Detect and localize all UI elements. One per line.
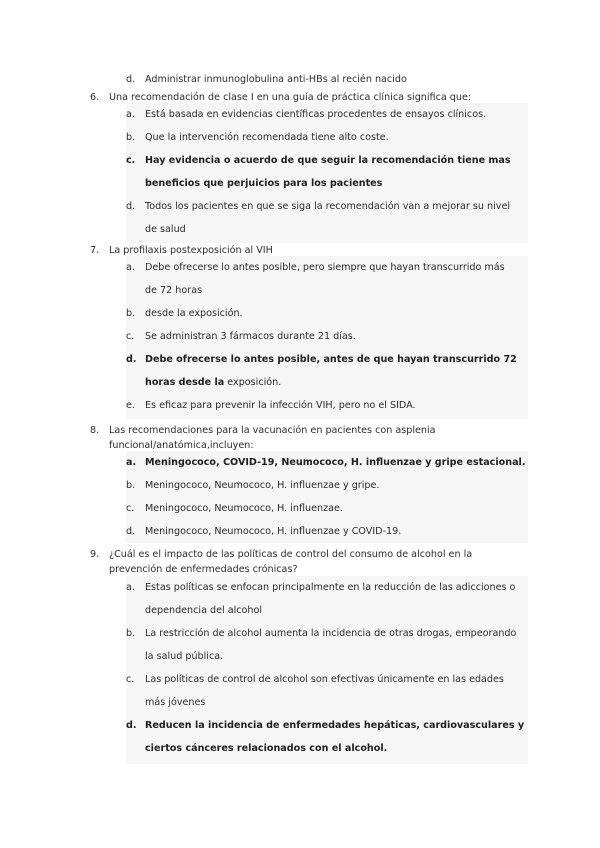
question-7-options — [126, 256, 528, 419]
option-text: Debe ofrecerse lo antes posible, pero siempre que hayan transcurrido más — [145, 262, 505, 273]
option-letter: e. — [126, 400, 135, 411]
option-text: Todos los pacientes en que se siga la recomendación van a mejorar su nivel — [145, 201, 511, 212]
option-text: Está basada en evidencias científicas procedentes de ensayos clínicos. — [145, 109, 487, 120]
option-text: la salud pública. — [145, 651, 224, 662]
question-text-line1: ¿Cuál es el impacto de las políticas de control del consumo de alcohol en la — [109, 549, 473, 560]
option-text: Debe ofrecerse lo antes posible, antes de que hayan transcurrido 72 — [145, 354, 517, 365]
option-text: ciertos cánceres relacionados con el alcohol. — [145, 743, 388, 754]
question-8-options — [126, 451, 528, 543]
option-letter: d. — [126, 74, 136, 85]
option-text: Meningococo, Neumococo, H. influenzae y gripe. — [145, 480, 380, 491]
option-letter: c. — [126, 503, 135, 514]
option-text: Hay evidencia o acuerdo de que seguir la recomendación tiene mas — [145, 155, 511, 166]
option-text: Meningococo, COVID-19, Neumococo, H. influenzae y gripe estacional. — [145, 457, 526, 468]
option-letter: a. — [126, 582, 135, 593]
option-letter: d. — [126, 720, 137, 731]
option-letter: a. — [126, 109, 135, 120]
question-6-options — [126, 103, 528, 243]
option-text: dependencia del alcohol — [145, 605, 263, 616]
option-letter: a. — [126, 262, 135, 273]
option-letter: b. — [126, 308, 136, 319]
option-text: Que la intervención recomendada tiene alto coste. — [145, 132, 389, 143]
option-text: Las políticas de control de alcohol son efectivas únicamente en las edades — [145, 674, 504, 685]
question-text-line2: funcional/anatómica,incluyen: — [109, 440, 254, 451]
option-letter: d. — [126, 526, 136, 537]
option-letter: b. — [126, 480, 136, 491]
question-text: La profilaxis postexposición al VIH — [109, 245, 273, 256]
question-text-line2: prevención de enfermedades crónicas? — [109, 564, 298, 575]
option-letter: a. — [126, 457, 137, 468]
option-letter: c. — [126, 674, 135, 685]
option-letter: b. — [126, 628, 136, 639]
option-text: Administrar inmunoglobulina anti-HBs al recién nacido — [145, 74, 407, 85]
option-text: Es eficaz para prevenir la infección VIH, pero no el SIDA. — [145, 400, 416, 411]
option-text: Meningococo, Neumococo, H. influenzae y COVID-19. — [145, 526, 402, 537]
question-number: 6. — [90, 92, 100, 103]
question-text-line1: Las recomendaciones para la vacunación en pacientes con asplenia — [109, 425, 436, 436]
option-letter: c. — [126, 155, 136, 166]
option-text — [145, 371, 528, 394]
option-text: Se administran 3 fármacos durante 21 días. — [145, 331, 356, 342]
question-number: 7. — [90, 245, 100, 256]
option-letter: d. — [126, 354, 137, 365]
option-text: La restricción de alcohol aumenta la incidencia de otras drogas, empeorando — [145, 628, 517, 639]
option-letter: d. — [126, 201, 136, 212]
option-text-bold: horas desde la — [145, 377, 225, 388]
option-text: desde la exposición. — [145, 308, 243, 319]
option-text: más jóvenes — [145, 697, 206, 708]
option-text: Estas políticas se enfocan principalmente en la reducción de las adicciones o — [145, 582, 516, 593]
option-text: beneficios que perjuicios para los pacientes — [145, 178, 383, 189]
question-text: Una recomendación de clase I en una guía de práctica clínica significa que: — [109, 92, 472, 103]
question-9-options — [126, 576, 528, 764]
option-text-normal: exposición. — [224, 377, 282, 388]
option-text: de 72 horas — [145, 285, 203, 296]
option-text: Reducen la incidencia de enfermedades hepáticas, cardiovasculares y — [145, 720, 525, 731]
question-number: 8. — [90, 425, 100, 436]
option-letter: c. — [126, 331, 135, 342]
option-letter: b. — [126, 132, 136, 143]
option-text: de salud — [145, 224, 186, 235]
option-text: Meningococo, Neumococo, H. influenzae. — [145, 503, 343, 514]
question-number: 9. — [90, 549, 100, 560]
